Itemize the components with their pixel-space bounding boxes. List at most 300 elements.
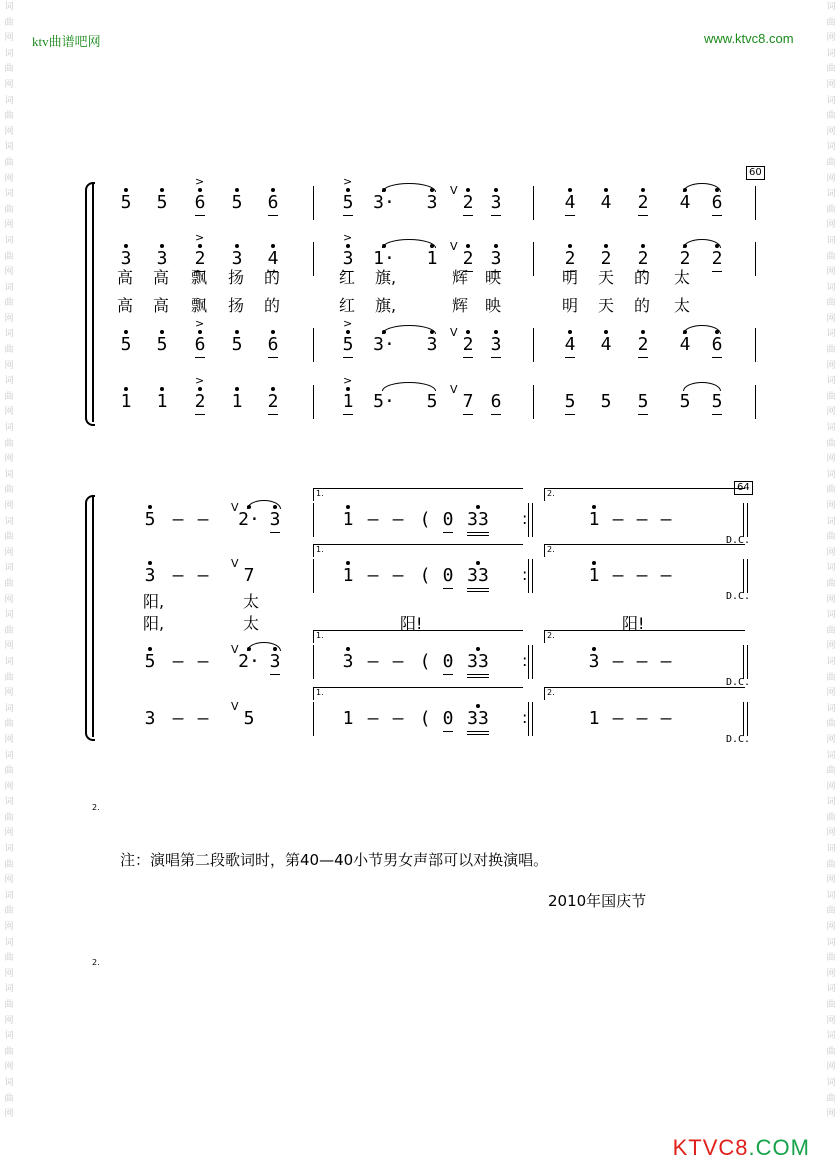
underline — [467, 532, 489, 533]
note-digit: 3 — [427, 332, 438, 358]
note — [183, 507, 223, 533]
note — [253, 190, 293, 216]
note-digit: 6 — [195, 190, 206, 216]
note-digit: 2 — [565, 246, 576, 272]
octave-dot — [160, 387, 164, 391]
barline — [743, 702, 744, 736]
octave-dot — [346, 387, 350, 391]
note-digit: – — [612, 651, 624, 672]
tie-slur — [382, 325, 436, 334]
note-digit: ( — [419, 708, 431, 729]
note — [253, 332, 293, 358]
tie-slur — [683, 382, 721, 391]
note-digit: 2 — [638, 332, 649, 358]
note — [364, 389, 404, 415]
note — [180, 317, 220, 358]
note — [142, 332, 182, 358]
lyric-syllable: 天 — [598, 268, 615, 287]
note — [550, 190, 590, 216]
lyric-syllable: 的 — [264, 268, 281, 287]
barline — [528, 702, 529, 736]
note-digit: 7 — [463, 389, 474, 415]
lyric-syllable: 阳, — [143, 592, 165, 611]
octave-dot — [271, 387, 275, 391]
underline — [467, 588, 489, 589]
underline — [491, 357, 502, 358]
note-digit: 3 — [232, 246, 243, 272]
note — [586, 190, 626, 216]
underline — [467, 734, 489, 735]
underline — [638, 357, 649, 358]
lyric-syllable: 太 — [674, 296, 691, 315]
note-digit: 1 — [427, 246, 438, 272]
note-digit: – — [197, 651, 209, 672]
note-digit: 5 — [232, 190, 243, 216]
barline — [313, 645, 314, 679]
note-digit: 1 — [588, 708, 600, 729]
note-digit: 5 — [343, 190, 354, 216]
lyric-syllable: 飘 — [191, 268, 208, 287]
accent-mark: > — [195, 374, 205, 387]
octave-dot — [641, 244, 645, 248]
lyric-syllable: 太 — [243, 614, 260, 633]
note-digit: – — [392, 509, 404, 530]
note — [646, 507, 686, 533]
note-digit: 4 — [680, 190, 691, 216]
da-capo-mark: D.C. — [726, 677, 751, 688]
note — [623, 389, 663, 415]
note-digit: – — [172, 708, 184, 729]
note-digit: ( — [419, 509, 431, 530]
tie-slur — [382, 183, 436, 192]
octave-dot — [198, 387, 202, 391]
note-digit: – — [197, 708, 209, 729]
note — [412, 190, 452, 216]
volta-second-ending: 2. — [544, 544, 745, 557]
note-digit: – — [367, 509, 379, 530]
note-digit: 3 — [343, 246, 354, 272]
breath-mark: V — [450, 184, 458, 197]
tie-slur — [683, 325, 721, 334]
barline — [747, 702, 748, 736]
note-digit: ( — [419, 651, 431, 672]
note-digit: 33 — [467, 706, 489, 732]
system-line — [92, 495, 94, 737]
note-digit: 4 — [268, 246, 279, 272]
note-digit: – — [660, 509, 672, 530]
lyric-syllable: 高 — [153, 296, 170, 315]
accent-mark: > — [343, 231, 353, 244]
underline — [195, 357, 206, 358]
octave-dot — [346, 330, 350, 334]
note-digit: 3 — [491, 332, 502, 358]
breath-mark: V — [450, 326, 458, 339]
page-marker: 2. — [92, 958, 100, 967]
note-digit: 4 — [601, 190, 612, 216]
note-digit: 3 — [343, 649, 354, 675]
note-digit: 2· — [238, 649, 260, 675]
note-digit: – — [392, 565, 404, 586]
note — [412, 332, 452, 358]
breath-mark: V — [450, 383, 458, 396]
note — [253, 389, 293, 415]
note-digit: 33 — [467, 649, 489, 675]
octave-dot — [235, 330, 239, 334]
note-digit: – — [636, 565, 648, 586]
octave-dot — [271, 188, 275, 192]
tie-slur — [683, 239, 721, 248]
octave-dot — [124, 188, 128, 192]
barline — [755, 328, 756, 362]
note-digit: 5 — [600, 391, 612, 412]
octave-dot — [494, 330, 498, 334]
octave-dot — [641, 188, 645, 192]
note-digit: 3 — [589, 649, 600, 675]
lyric-syllable: 映 — [485, 268, 502, 287]
note-digit: – — [197, 565, 209, 586]
logo-text-main: KTVC8 — [672, 1135, 749, 1160]
note-digit: – — [197, 509, 209, 530]
note — [180, 374, 220, 415]
volta-second-ending: 2. — [544, 630, 745, 643]
note-digit: 1 — [589, 563, 600, 589]
note-digit: ( — [419, 565, 431, 586]
logo-text-domain: .COM — [748, 1135, 810, 1160]
volta-second-ending: 2. — [544, 687, 745, 700]
note — [646, 563, 686, 589]
note — [586, 389, 626, 415]
octave-dot — [198, 188, 202, 192]
note-digit: – — [172, 651, 184, 672]
note-digit: 3 — [427, 190, 438, 216]
note — [217, 332, 257, 358]
note-digit: 6 — [268, 190, 279, 216]
underline — [467, 591, 489, 592]
lyric-syllable: 的 — [634, 296, 651, 315]
note — [106, 332, 146, 358]
note-digit: 1 — [157, 389, 168, 415]
tie-slur — [247, 642, 281, 651]
note — [476, 332, 516, 358]
octave-dot — [592, 647, 596, 651]
note-digit: 2 — [463, 332, 474, 358]
note-digit: 3 — [121, 246, 132, 272]
site-logo — [673, 1135, 810, 1161]
octave-dot — [235, 188, 239, 192]
note-digit: 33 — [467, 507, 489, 533]
note — [328, 175, 368, 216]
note-digit: 1 — [589, 507, 600, 533]
note-digit: 1· — [373, 246, 395, 272]
repeat-sign: : — [522, 509, 528, 528]
note-digit: 5 — [145, 649, 156, 675]
underline — [712, 357, 723, 358]
barline — [313, 503, 314, 537]
site-name-left: ktv曲谱吧网 — [32, 34, 101, 49]
note-digit: 5 — [157, 332, 168, 358]
repeat-sign: : — [522, 565, 528, 584]
note-digit: 3 — [491, 246, 502, 272]
lyric-syllable: 旗, — [375, 296, 397, 315]
lyric-syllable: 阳! — [622, 614, 645, 633]
barline — [533, 328, 534, 362]
note — [458, 563, 498, 589]
lyric-syllable: 映 — [485, 296, 502, 315]
lyric-syllable: 辉 — [452, 296, 469, 315]
note-digit: – — [636, 708, 648, 729]
note — [550, 389, 590, 415]
volta-first-ending: 1. — [313, 630, 523, 643]
note — [697, 246, 737, 272]
barline — [533, 242, 534, 276]
note-digit: 5 — [121, 332, 132, 358]
note-digit: 5 — [712, 389, 723, 415]
note-digit: – — [636, 509, 648, 530]
octave-dot — [568, 244, 572, 248]
note-digit: 3 — [270, 507, 281, 533]
octave-dot — [235, 244, 239, 248]
note-digit: 6 — [712, 332, 723, 358]
underline — [712, 414, 723, 415]
octave-dot — [148, 647, 152, 651]
underline — [443, 588, 454, 589]
underline — [491, 414, 502, 415]
note-digit: 2 — [195, 246, 206, 272]
lyric-syllable: 红 — [339, 268, 356, 287]
note-digit: – — [612, 565, 624, 586]
note — [586, 332, 626, 358]
octave-dot — [466, 188, 470, 192]
barline — [747, 645, 748, 679]
note — [106, 190, 146, 216]
watermark-left: 词曲网词曲网词曲网词曲网词曲网词曲网词曲网词曲网词曲网词曲网词曲网词曲网词曲网词曲网词曲网词曲网词曲网词曲网词曲网词曲网词曲网词曲网词曲网词曲网 — [4, 2, 14, 1120]
note-digit: 3 — [491, 190, 502, 216]
note-digit: – — [172, 509, 184, 530]
note — [217, 190, 257, 216]
underline — [463, 414, 474, 415]
volta-first-ending: 1. — [313, 687, 523, 700]
octave-dot — [271, 244, 275, 248]
underline — [195, 414, 206, 415]
underline — [467, 731, 489, 732]
lyric-syllable: 高 — [117, 296, 134, 315]
note-digit: 5 — [426, 391, 438, 412]
note-digit: – — [612, 708, 624, 729]
measure-number-60: 60 — [746, 166, 765, 180]
underline — [268, 357, 279, 358]
note-digit: 6 — [268, 332, 279, 358]
breath-mark: V — [450, 240, 458, 253]
underline — [712, 215, 723, 216]
octave-dot — [592, 505, 596, 509]
underline — [195, 215, 206, 216]
note-digit: 0 — [443, 649, 454, 675]
note-digit: 5· — [373, 391, 395, 412]
underline — [491, 215, 502, 216]
octave-dot — [568, 330, 572, 334]
underline — [565, 357, 576, 358]
note-digit: – — [660, 565, 672, 586]
note-digit: 2 — [601, 246, 612, 272]
note-digit: – — [367, 565, 379, 586]
octave-dot — [148, 505, 152, 509]
underline — [638, 414, 649, 415]
barline — [533, 186, 534, 220]
note-digit: – — [172, 565, 184, 586]
underline — [343, 414, 354, 415]
note-digit: 3 — [145, 563, 156, 589]
accent-mark: > — [343, 317, 353, 330]
repeat-sign: : — [522, 651, 528, 670]
site-url-right: www.ktvc8.com — [704, 31, 794, 46]
lyric-syllable: 天 — [598, 296, 615, 315]
lyric-syllable: 阳! — [400, 614, 423, 633]
note-digit: – — [636, 651, 648, 672]
note-digit: 5 — [679, 391, 691, 412]
note-digit: 6 — [712, 190, 723, 216]
note-digit: 3· — [373, 190, 395, 216]
repeat-sign: : — [522, 708, 528, 727]
note — [364, 332, 404, 358]
note — [217, 389, 257, 415]
note-digit: 2 — [463, 246, 474, 272]
note — [412, 389, 452, 415]
octave-dot — [148, 561, 152, 565]
octave-dot — [198, 244, 202, 248]
underline — [467, 674, 489, 675]
octave-dot — [124, 387, 128, 391]
note-digit: 7 — [243, 565, 255, 586]
barline — [755, 385, 756, 419]
tie-slur — [683, 183, 721, 192]
underline — [565, 215, 576, 216]
octave-dot — [476, 647, 480, 651]
note-digit: 3 — [144, 708, 156, 729]
underline — [443, 532, 454, 533]
underline — [463, 215, 474, 216]
lyric-syllable: 红 — [339, 296, 356, 315]
note-digit: 1 — [343, 563, 354, 589]
note — [183, 649, 223, 675]
note-digit: 0 — [443, 563, 454, 589]
note — [142, 190, 182, 216]
barline — [747, 559, 748, 593]
note-digit: 3· — [373, 332, 395, 358]
note — [364, 190, 404, 216]
lyric-syllable: 阳, — [143, 614, 165, 633]
barline — [747, 503, 748, 537]
octave-dot — [235, 387, 239, 391]
note — [646, 649, 686, 675]
underline — [565, 414, 576, 415]
octave-dot — [160, 188, 164, 192]
octave-dot — [476, 561, 480, 565]
octave-dot — [476, 505, 480, 509]
note-digit: 1 — [343, 389, 354, 415]
note — [697, 389, 737, 415]
breath-mark: V — [231, 700, 239, 713]
note-digit: 5 — [343, 332, 354, 358]
note-digit: – — [660, 708, 672, 729]
lyric-syllable: 明 — [562, 296, 579, 315]
note — [180, 175, 220, 216]
tie-slur — [382, 239, 436, 248]
note-digit: – — [660, 651, 672, 672]
note — [458, 649, 498, 675]
underline — [343, 215, 354, 216]
octave-dot — [346, 647, 350, 651]
note — [229, 700, 269, 732]
octave-dot — [346, 244, 350, 248]
note — [142, 389, 182, 415]
octave-dot — [466, 330, 470, 334]
note-digit: 5 — [157, 190, 168, 216]
barline — [532, 559, 533, 593]
note-digit: 4 — [565, 190, 576, 216]
lyric-syllable: 扬 — [228, 296, 245, 315]
underline — [268, 215, 279, 216]
octave-dot — [494, 244, 498, 248]
watermark-right: 词曲网词曲网词曲网词曲网词曲网词曲网词曲网词曲网词曲网词曲网词曲网词曲网词曲网词曲网词曲网词曲网词曲网词曲网词曲网词曲网词曲网词曲网词曲网词曲网 — [826, 2, 836, 1120]
note-digit: – — [367, 651, 379, 672]
accent-mark: > — [343, 175, 353, 188]
note — [476, 190, 516, 216]
octave-dot — [271, 330, 275, 334]
note — [106, 389, 146, 415]
note-digit: 2 — [712, 246, 723, 272]
da-capo-mark: D.C. — [726, 734, 751, 745]
underline — [443, 674, 454, 675]
barline — [532, 645, 533, 679]
note — [697, 190, 737, 216]
accent-mark: > — [195, 175, 205, 188]
note — [623, 190, 663, 216]
note — [183, 706, 223, 732]
note-digit: 5 — [232, 332, 243, 358]
octave-dot — [198, 330, 202, 334]
breath-mark: V — [231, 501, 239, 514]
barline — [313, 186, 314, 220]
breath-mark: V — [231, 643, 239, 656]
note-digit: 33 — [467, 563, 489, 589]
da-capo-mark: D.C. — [726, 591, 751, 602]
octave-dot — [124, 244, 128, 248]
note — [255, 649, 295, 675]
barline — [532, 702, 533, 736]
volta-first-ending: 1. — [313, 488, 523, 501]
measure-number-64: 64 — [734, 481, 753, 495]
underline — [268, 414, 279, 415]
octave-dot — [604, 330, 608, 334]
note-digit: 5 — [565, 389, 576, 415]
volta-second-ending: 2. — [544, 488, 745, 501]
note — [458, 507, 498, 533]
tie-slur — [247, 500, 281, 509]
breath-mark: V — [231, 557, 239, 570]
note — [255, 507, 295, 533]
note — [229, 557, 269, 589]
octave-dot — [604, 188, 608, 192]
barline — [313, 559, 314, 593]
barline — [743, 645, 744, 679]
note-digit: 3 — [270, 649, 281, 675]
underline — [270, 532, 281, 533]
note-digit: – — [367, 708, 379, 729]
octave-dot — [568, 188, 572, 192]
octave-dot — [476, 704, 480, 708]
note — [412, 246, 452, 272]
underline — [638, 215, 649, 216]
